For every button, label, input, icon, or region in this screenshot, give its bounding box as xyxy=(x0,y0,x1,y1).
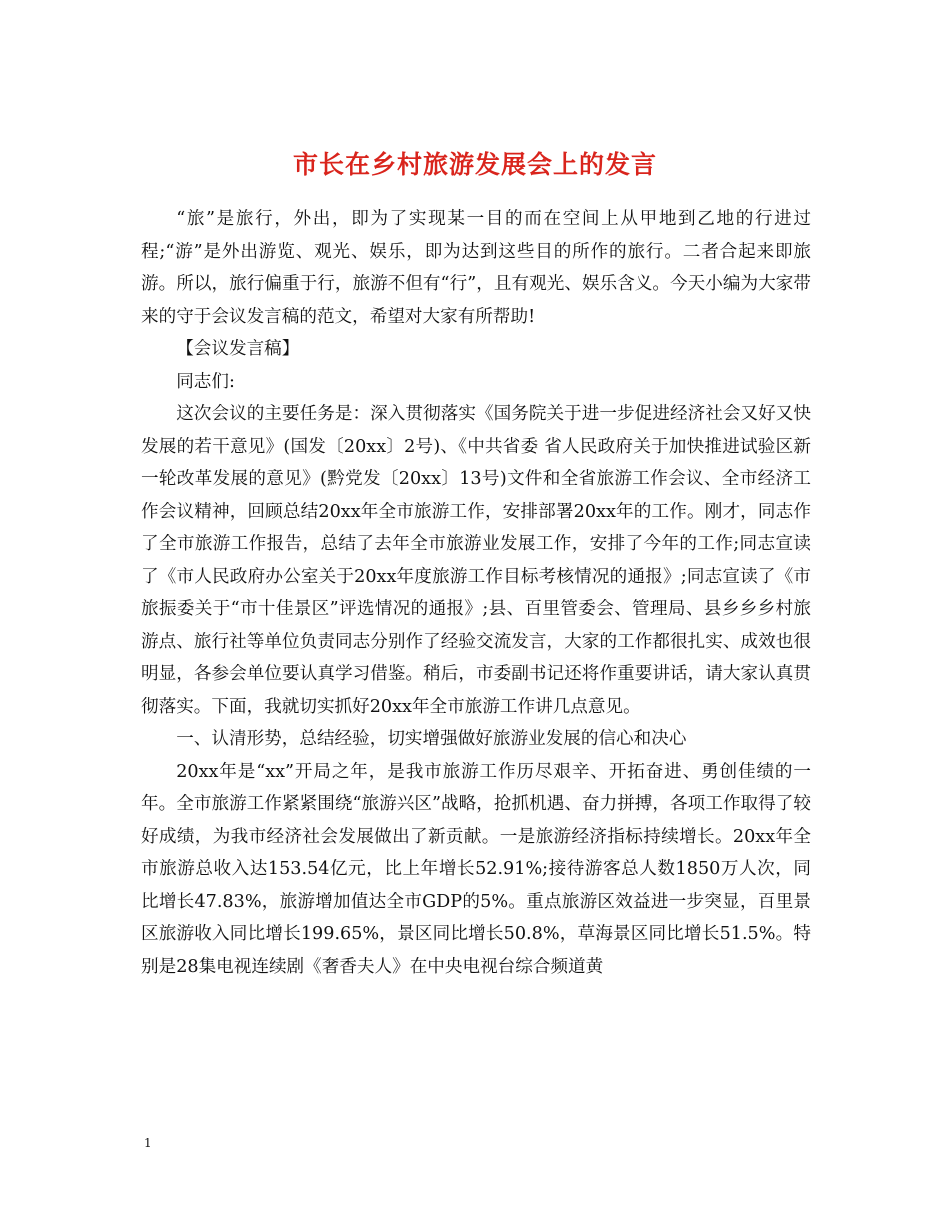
document-title: 市长在乡村旅游发展会上的发言 xyxy=(292,149,657,179)
section-heading-one: 一、认清形势，总结经验，切实增强做好旅游业发展的信心和决心 xyxy=(176,729,687,749)
salutation: 同志们: xyxy=(176,371,235,392)
page-number: 1 xyxy=(144,1136,152,1150)
intro-paragraph: “旅”是旅行，外出，即为了实现某一目的而在空间上从甲地到乙地的行进过程;“游”是外出游览、观光、娱乐，即为达到这些目的所作的旅行。二者合起来即旅游。所以，旅行偏重于行，旅游不但有“行”，且有观光、娱乐含义。今天小编为大家带来的守于会议发言稿的范文，希望对大家有所帮助! xyxy=(141,209,811,327)
achievement-paragraph: 20xx年是“xx”开局之年，是我市旅游工作历尽艰辛、开拓奋进、勇创佳绩的一年。全市旅游工作紧紧围绕“旅游兴区”战略，抢抓机遇、奋力拼搏，各项工作取得了较好成绩，为我市经济社会发展做出了新贡献。一是旅游经济指标持续增长。20xx年全市旅游总收入达153.54亿元，比上年增长52.91%;接待游客总人数1850万人次，同比增长47.83%，旅游增加值达全市GDP的5%。重点旅游区效益进一步突显，百里景区旅游收入同比增长199.65%，景区同比增长50.8%，草海景区同比增长51.5%。特别是28集电视连续剧《奢香夫人》在中央电视台综合频道黄 xyxy=(141,761,811,977)
document-body xyxy=(141,203,811,983)
section-label: 【会议发言稿】 xyxy=(176,339,300,359)
meeting-task-paragraph: 这次会议的主要任务是：深入贯彻落实《国务院关于进一步促进经济社会又好又快发展的若干意见》(国发〔20xx〕2号)、《中共省委 省人民政府关于加快推进试验区新一轮改革发展的意见》(黔党发〔20xx〕13号)文件和全省旅游工作会议、全市经济工作会议精神，回顾总结20xx年全市旅游工作，安排部署20xx年的工作。刚才，同志作了全市旅游工作报告，总结了去年全市旅游业发展工作，安排了今年的工作;同志宣读了《市人民政府办公室关于20xx年度旅游工作目标考核情况的通报》;同志宣读了《市旅振委关于“市十佳景区”评选情况的通报》;县、百里管委会、管理局、县乡乡乡村旅游点、旅行社等单位负责同志分别作了经验交流发言，大家的工作都很扎实、成效也很明显，各参会单位要认真学习借鉴。稍后，市委副书记还将作重要讲话，请大家认真贯彻落实。下面，我就切实抓好20xx年全市旅游工作讲几点意见。 xyxy=(141,404,811,717)
